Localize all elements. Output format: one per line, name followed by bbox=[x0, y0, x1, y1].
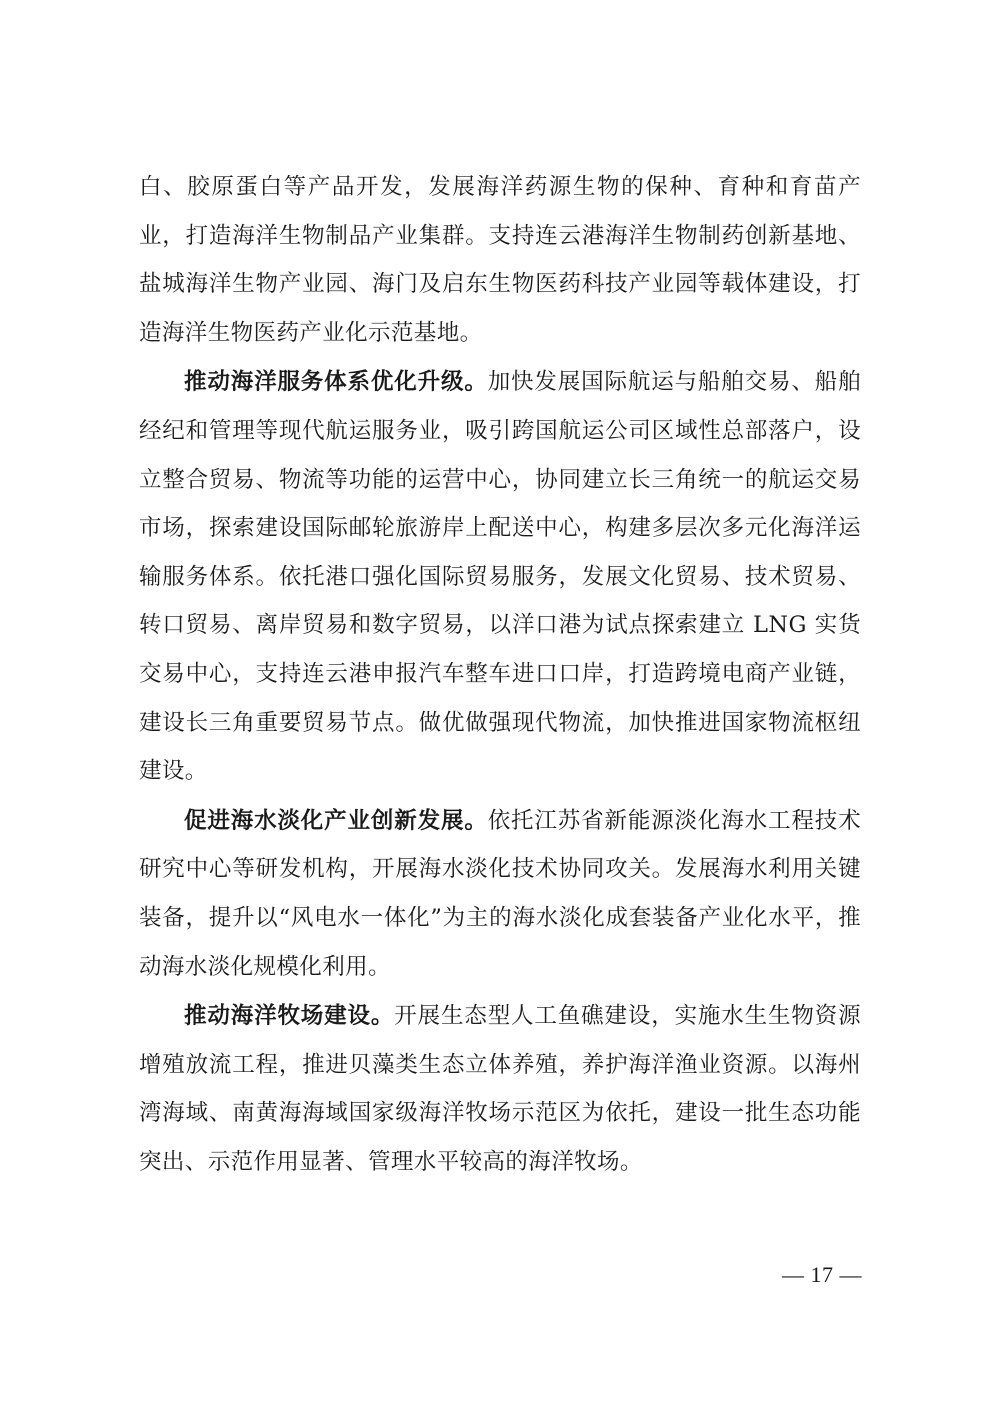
paragraph-desalination bbox=[139, 797, 861, 991]
page-number: — 17 — bbox=[782, 1262, 862, 1287]
paragraph-marine-services bbox=[139, 358, 861, 795]
paragraph-heading: 推动海洋服务体系优化升级。 bbox=[184, 369, 488, 396]
paragraph-text: 开展生态型人工鱼礁建设，实施水生生物资源增殖放流工程，推进贝藻类生态立体养殖，养护海洋渔业资源。以海州湾海域、南黄海海域国家级海洋牧场示范区为依托，建设一批生态功能突出、示范作用显著、管理水平较高的海洋牧场。 bbox=[139, 1003, 861, 1175]
paragraph-text: 加快发展国际航运与船舶交易、船舶经纪和管理等现代航运服务业，吸引跨国航运公司区域性总部落户，设立整合贸易、物流等功能的运营中心，协同建立长三角统一的航运交易市场，探索建设国际邮轮旅游岸上配送中心，构建多层次多元化海洋运输服务体系。依托港口强化国际贸易服务，发展文化贸易、技术贸易、转口贸易、离岸贸易和数字贸易，以洋口港为试点探索建立 LNG 实货交易中心，支持连云港申报汽车整车进口口岸，打造跨境电商产业链，建设长三角重要贸易节点。做优做强现代物流，加快推进国家物流枢纽建设。 bbox=[139, 369, 861, 785]
paragraph-heading: 推动海洋牧场建设。 bbox=[184, 1003, 395, 1030]
paragraph-continuation bbox=[139, 163, 861, 357]
paragraph-heading: 促进海水淡化产业创新发展。 bbox=[184, 807, 488, 834]
document-body bbox=[139, 163, 861, 1186]
paragraph-marine-ranching bbox=[139, 992, 861, 1186]
paragraph-text: 依托江苏省新能源淡化海水工程技术研究中心等研发机构，开展海水淡化技术协同攻关。发展海水利用关键装备，提升以“风电水一体化”为主的海水淡化成套装备产业化水平，推动海水淡化规模化利用。 bbox=[139, 807, 861, 980]
paragraph-text: 白、胶原蛋白等产品开发，发展海洋药源生物的保种、育种和育苗产业，打造海洋生物制品产业集群。支持连云港海洋生物制药创新基地、盐城海洋生物产业园、海门及启东生物医药科技产业园等载体建设，打造海洋生物医药产业化示范基地。 bbox=[139, 174, 861, 346]
